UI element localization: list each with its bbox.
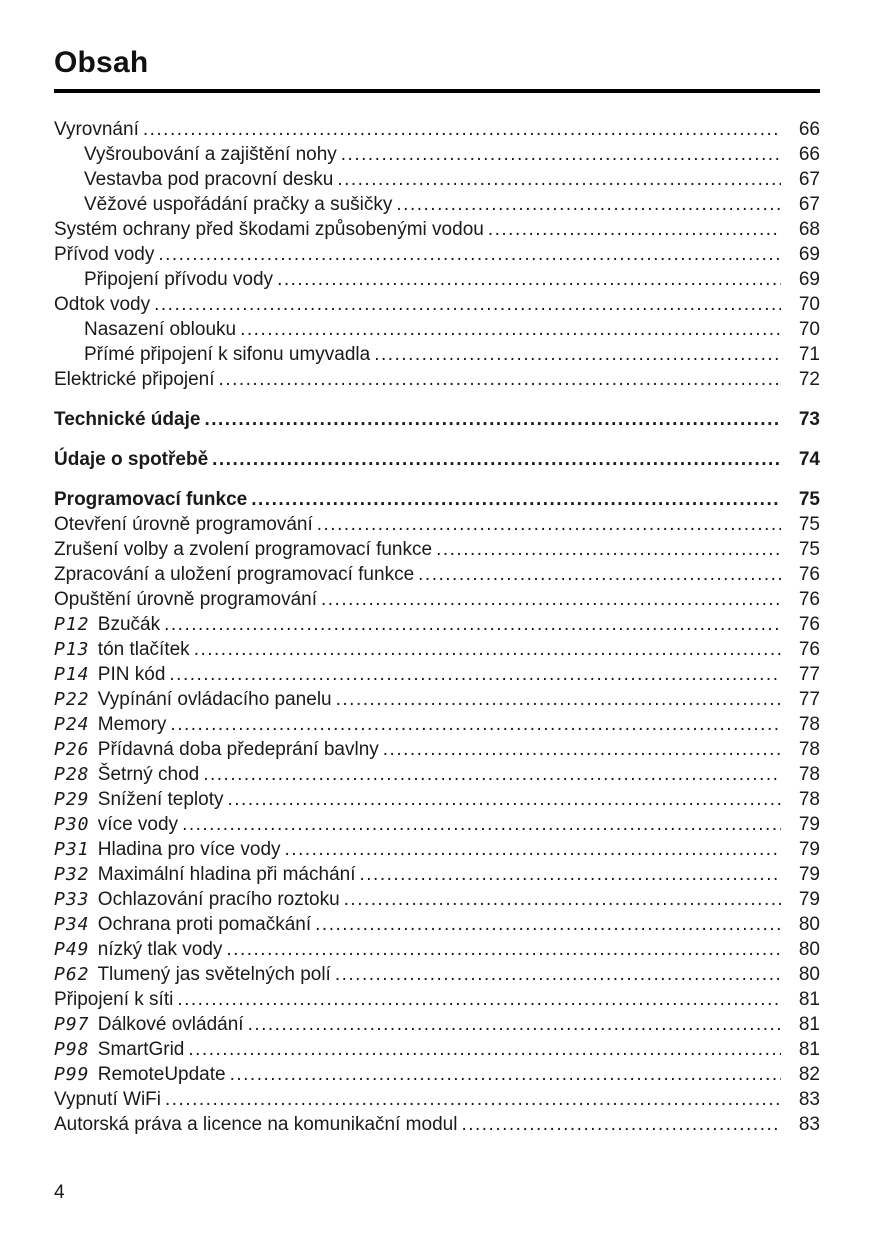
toc-entry-label (54, 662, 165, 687)
toc-entry-text: Ochrana proti pomačkání (97, 914, 312, 935)
toc-entry-label (54, 887, 340, 912)
toc-entry-label (54, 407, 200, 432)
dot-leader (251, 487, 781, 512)
toc-entry-label (54, 787, 224, 812)
dot-leader (240, 317, 781, 342)
toc-entry-label (54, 242, 154, 267)
toc-entry-label (84, 342, 370, 367)
dot-leader (170, 712, 781, 737)
toc-entry-label (54, 447, 208, 472)
toc-entry-page: 67 (798, 194, 820, 215)
dot-leader (194, 637, 781, 662)
toc-entry-label (54, 912, 311, 937)
dot-leader (228, 787, 782, 812)
toc-entry (54, 292, 820, 317)
toc-entry-page: 79 (798, 814, 820, 835)
toc-entry (54, 217, 820, 242)
dot-leader (188, 1037, 781, 1062)
toc-entry-text: Zrušení volby a zvolení programovací funkce (54, 539, 433, 560)
toc-entry (54, 1087, 820, 1112)
toc-entry (54, 637, 820, 662)
toc-entry-page: 79 (798, 889, 820, 910)
toc-entry-label (84, 167, 333, 192)
dot-leader (230, 1062, 781, 1087)
toc-entry (54, 487, 820, 512)
toc-entry-text: Vypínání ovládacího panelu (97, 689, 332, 710)
toc-entry-label (54, 537, 432, 562)
toc-entry (54, 887, 820, 912)
program-code: P34 (54, 914, 90, 935)
dot-leader (344, 887, 781, 912)
page-number: 4 (54, 1182, 65, 1203)
toc-entry-text: Systém ochrany před škodami způsobenými vodou (54, 219, 484, 240)
toc-entry-label (54, 737, 379, 762)
toc-entry-text: Připojení k síti (54, 989, 174, 1010)
toc-entry-page: 68 (798, 219, 820, 240)
toc-entry-page: 76 (798, 589, 820, 610)
dot-leader (374, 342, 781, 367)
toc-entry (54, 317, 820, 342)
dot-leader (315, 912, 781, 937)
toc-entry-page: 66 (798, 119, 820, 140)
dot-leader (436, 537, 781, 562)
toc-entry (54, 342, 820, 367)
dot-leader (248, 1012, 781, 1037)
toc-entry-page: 83 (798, 1114, 820, 1135)
toc-entry-label (54, 987, 173, 1012)
program-code: P28 (54, 764, 90, 785)
toc-entry-page: 76 (798, 564, 820, 585)
toc-entry-page: 82 (798, 1064, 820, 1085)
dot-leader (182, 812, 781, 837)
dot-leader (219, 367, 781, 392)
toc-entry-page: 79 (798, 864, 820, 885)
toc-entry (54, 512, 820, 537)
toc-entry (54, 407, 820, 432)
toc-entry (54, 612, 820, 637)
toc-entry-page: 75 (798, 489, 820, 510)
toc-entry (54, 537, 820, 562)
toc-entry-page: 79 (798, 839, 820, 860)
toc-entry (54, 662, 820, 687)
toc-entry-page: 78 (798, 789, 820, 810)
toc-entry-text: Nasazení oblouku (84, 319, 237, 340)
toc-entry-page: 70 (798, 294, 820, 315)
toc-entry-label (54, 962, 331, 987)
toc-entry-page: 74 (798, 449, 820, 470)
toc-entry-text: Zpracování a uložení programovací funkce (54, 564, 415, 585)
toc-entry-page: 77 (798, 689, 820, 710)
toc-entry-label (54, 837, 281, 862)
toc-entry-page: 80 (798, 914, 820, 935)
toc-entry-label (54, 367, 215, 392)
toc-entry (54, 1062, 820, 1087)
toc-entry (54, 862, 820, 887)
dot-leader (277, 267, 781, 292)
toc-entry-page: 66 (798, 144, 820, 165)
program-code: P26 (54, 739, 90, 760)
toc-entry-label (54, 712, 166, 737)
toc-entry (54, 762, 820, 787)
toc-entry (54, 987, 820, 1012)
toc-entry (54, 367, 820, 392)
dot-leader (204, 407, 781, 432)
dot-leader (341, 142, 781, 167)
toc-entry-label (54, 937, 222, 962)
dot-leader (359, 862, 781, 887)
program-code: P32 (54, 864, 90, 885)
toc-entry-text: Přímé připojení k sifonu umyvadla (84, 344, 371, 365)
toc-entry-text: Otevření úrovně programování (54, 514, 313, 535)
toc-entry (54, 837, 820, 862)
toc-entry-page: 69 (798, 244, 820, 265)
dot-leader (143, 117, 781, 142)
toc-entry (54, 937, 820, 962)
toc-entry-text: Maximální hladina při máchání (97, 864, 356, 885)
toc-entry-text: RemoteUpdate (97, 1064, 226, 1085)
toc-entry-text: Vestavba pod pracovní desku (84, 169, 334, 190)
toc-entry-page: 80 (798, 939, 820, 960)
dot-leader (337, 167, 781, 192)
program-code: P97 (54, 1014, 90, 1035)
toc-entry (54, 962, 820, 987)
program-code: P62 (54, 964, 90, 985)
toc-entry-text: Údaje o spotřebě (54, 449, 209, 470)
toc-entry-page: 72 (798, 369, 820, 390)
toc-entry (54, 1037, 820, 1062)
toc-entry (54, 687, 820, 712)
toc-entry (54, 242, 820, 267)
toc-entry-text: Autorská práva a licence na komunikační modul (54, 1114, 458, 1135)
toc-entry-label (54, 612, 160, 637)
toc-entry-page: 76 (798, 614, 820, 635)
toc-entry-page: 73 (798, 409, 820, 430)
toc-entry-text: Připojení přívodu vody (84, 269, 274, 290)
dot-leader (285, 837, 781, 862)
toc-entry-text: Programovací funkce (54, 489, 248, 510)
program-code: P31 (54, 839, 90, 860)
toc-entry-text: Šetrný chod (97, 764, 200, 785)
program-code: P99 (54, 1064, 90, 1085)
toc-entry-text: Dálkové ovládání (97, 1014, 244, 1035)
toc-entry-label (54, 1112, 457, 1137)
toc-entry (54, 562, 820, 587)
toc-entry-page: 81 (798, 989, 820, 1010)
table-of-contents (54, 117, 820, 1137)
toc-entry-text: Snížení teploty (97, 789, 224, 810)
toc-entry-label (54, 487, 247, 512)
program-code: P98 (54, 1039, 90, 1060)
toc-entry (54, 912, 820, 937)
toc-entry (54, 267, 820, 292)
toc-entry-page: 71 (798, 344, 820, 365)
toc-entry-label (54, 1037, 184, 1062)
program-code: P14 (54, 664, 90, 685)
toc-entry-text: Vyrovnání (54, 119, 139, 140)
toc-entry-text: Memory (97, 714, 167, 735)
program-code: P24 (54, 714, 90, 735)
toc-entry-label (54, 292, 150, 317)
toc-entry-label (54, 762, 199, 787)
toc-entry-page: 69 (798, 269, 820, 290)
toc-entry-text: tón tlačítek (97, 639, 190, 660)
toc-entry-label (54, 687, 332, 712)
toc-entry-page: 77 (798, 664, 820, 685)
program-code: P30 (54, 814, 90, 835)
toc-entry-label (54, 812, 178, 837)
toc-entry-page: 78 (798, 739, 820, 760)
toc-entry-page: 70 (798, 319, 820, 340)
toc-entry (54, 787, 820, 812)
toc-entry-text: Opuštění úrovně programování (54, 589, 317, 610)
dot-leader (335, 962, 781, 987)
toc-entry (54, 812, 820, 837)
toc-entry-text: Přívod vody (54, 244, 155, 265)
toc-entry (54, 447, 820, 472)
dot-leader (203, 762, 781, 787)
toc-entry-text: Hladina pro více vody (97, 839, 281, 860)
toc-entry-text: Věžové uspořádání pračky a sušičky (84, 194, 393, 215)
toc-entry-page: 76 (798, 639, 820, 660)
dot-leader (164, 612, 781, 637)
dot-leader (418, 562, 781, 587)
dot-leader (383, 737, 781, 762)
toc-entry-label (84, 192, 392, 217)
toc-entry-text: Elektrické připojení (54, 369, 215, 390)
toc-entry (54, 1112, 820, 1137)
dot-leader (154, 292, 781, 317)
toc-entry-label (84, 317, 236, 342)
toc-entry (54, 1012, 820, 1037)
toc-entry-text: více vody (97, 814, 179, 835)
program-code: P22 (54, 689, 90, 710)
dot-leader (488, 217, 781, 242)
program-code: P12 (54, 614, 90, 635)
toc-entry-label (54, 1087, 161, 1112)
toc-entry (54, 117, 820, 142)
toc-entry-page: 67 (798, 169, 820, 190)
page-title: Obsah (54, 46, 149, 79)
toc-entry-text: Odtok vody (54, 294, 151, 315)
toc-entry-text: Vyšroubování a zajištění nohy (84, 144, 337, 165)
program-code: P29 (54, 789, 90, 810)
toc-entry-label (54, 562, 414, 587)
program-code: P49 (54, 939, 90, 960)
dot-leader (169, 662, 781, 687)
toc-entry-label (54, 1012, 244, 1037)
program-code: P33 (54, 889, 90, 910)
toc-entry-page: 75 (798, 514, 820, 535)
toc-entry-label (54, 512, 313, 537)
toc-entry-page: 81 (798, 1039, 820, 1060)
toc-entry-label (54, 1062, 226, 1087)
dot-leader (165, 1087, 781, 1112)
program-code: P13 (54, 639, 90, 660)
toc-entry-label (84, 267, 273, 292)
toc-entry-label (54, 217, 484, 242)
toc-entry-text: Bzučák (97, 614, 161, 635)
toc-entry-text: Přídavná doba předeprání bavlny (97, 739, 379, 760)
dot-leader (396, 192, 781, 217)
toc-entry-page: 80 (798, 964, 820, 985)
dot-leader (461, 1112, 781, 1137)
toc-entry (54, 712, 820, 737)
toc-entry-label (54, 117, 139, 142)
toc-entry-label (84, 142, 337, 167)
toc-entry-label (54, 587, 317, 612)
toc-entry-text: PIN kód (97, 664, 166, 685)
dot-leader (336, 687, 781, 712)
toc-entry-text: Technické údaje (54, 409, 201, 430)
toc-entry (54, 142, 820, 167)
toc-entry-page: 83 (798, 1089, 820, 1110)
dot-leader (317, 512, 781, 537)
toc-entry (54, 192, 820, 217)
dot-leader (177, 987, 781, 1012)
dot-leader (321, 587, 781, 612)
toc-entry-page: 75 (798, 539, 820, 560)
toc-entry-text: Ochlazování pracího roztoku (97, 889, 340, 910)
toc-entry-label (54, 637, 190, 662)
toc-entry-label (54, 862, 355, 887)
toc-entry (54, 587, 820, 612)
title-rule (54, 89, 820, 93)
dot-leader (158, 242, 781, 267)
toc-entry-text: SmartGrid (97, 1039, 185, 1060)
toc-entry-text: Tlumený jas světelných polí (97, 964, 331, 985)
toc-entry-text: Vypnutí WiFi (54, 1089, 161, 1110)
dot-leader (226, 937, 781, 962)
toc-entry-text: nízký tlak vody (97, 939, 223, 960)
toc-entry-page: 78 (798, 764, 820, 785)
dot-leader (212, 447, 781, 472)
toc-entry-page: 78 (798, 714, 820, 735)
toc-entry (54, 737, 820, 762)
toc-entry-page: 81 (798, 1014, 820, 1035)
toc-entry (54, 167, 820, 192)
